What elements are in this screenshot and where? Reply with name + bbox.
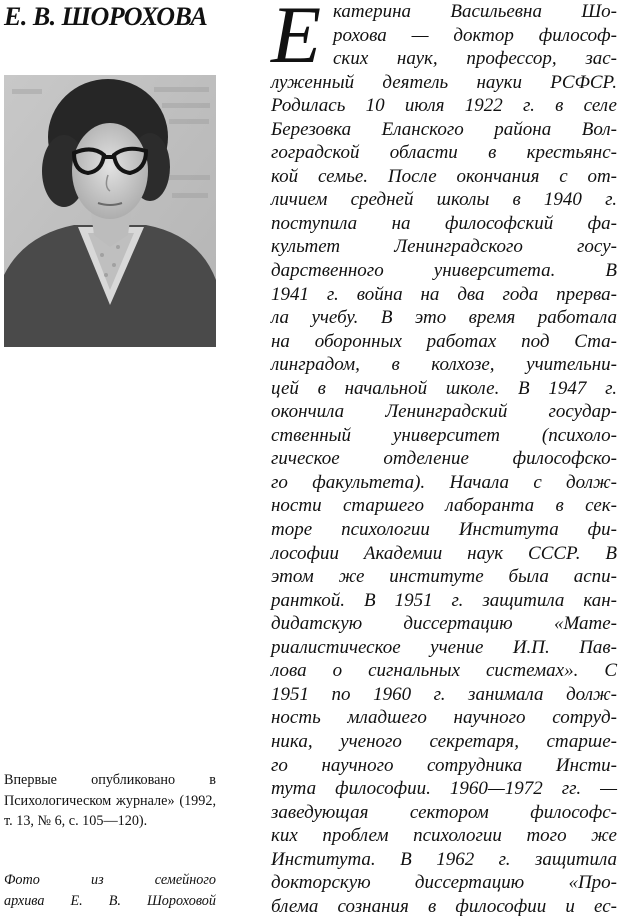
bio-line: луженный деятель науки РСФСР. (271, 71, 617, 93)
publication-note: Впервые опубликовано в Психологическом журнале» (1992, т. 13, № 6, с. 105—120). (4, 772, 216, 829)
bio-line: ла учебу. В это время работала (271, 307, 617, 329)
author-name: Е. В. ШОРОХОВА (4, 2, 208, 31)
bio-line: линградом, в колхозе, учительни- (271, 354, 617, 376)
bio-line: этом же институте была аспи- (271, 566, 617, 588)
bio-line: ность младшего научного сотруд- (271, 707, 617, 729)
bio-line: риалистическое учение И.П. Пав- (271, 636, 617, 658)
bio-line: лософии Академии наук СССР. В (271, 542, 617, 564)
bio-line: ника, ученого секретаря, старше- (271, 730, 617, 752)
biography (271, 0, 617, 918)
bio-line: окончила Ленинградский государ- (271, 401, 617, 423)
bio-line: 1941 г. война на два года прерва- (271, 283, 617, 305)
bio-line: ких проблем психологии того же (271, 825, 617, 847)
bio-line: кой семье. После окончания с от- (271, 165, 617, 187)
bio-line: торе психологии Института фи- (271, 519, 617, 541)
bio-line: Родилась 10 июля 1922 г. в селе (271, 95, 617, 117)
portrait-photo (4, 75, 216, 347)
bio-line: заведующая сектором философс- (271, 801, 617, 823)
bio-line: ранткой. В 1951 г. защитила кан- (271, 589, 617, 611)
bio-line: тута философии. 1960—1972 гг. — (271, 778, 617, 800)
bio-line: ственный университет (психоло- (271, 424, 617, 446)
bio-line: катерина Васильевна Шо- (333, 1, 617, 22)
bio-line: Института. В 1962 г. защитила (271, 848, 617, 870)
bio-line: дидатскую диссертацию «Мате- (271, 613, 617, 635)
photo-credit-line: Фото из семейного (4, 872, 216, 888)
bio-line: го факультета). Начала с долж- (271, 471, 617, 493)
bio-line: Березовка Еланского района Вол- (271, 118, 617, 140)
bio-line: ских наук, профессор, зас- (333, 48, 617, 70)
bio-line: 1951 по 1960 г. занимала долж- (271, 683, 617, 705)
bio-line: культет Ленинградского госу- (271, 236, 617, 258)
bio-line: рохова — доктор философ- (333, 24, 617, 46)
bio-line: лова о сигнальных системах». С (271, 660, 617, 682)
photo-credit (4, 870, 216, 911)
bio-line: на оборонных работах под Ста- (271, 330, 617, 352)
photo-credit-line: архива Е. В. Шороховой (4, 892, 216, 909)
bio-line: поступила на философский фа- (271, 212, 617, 234)
bio-line: докторскую диссертацию «Про- (271, 872, 617, 894)
bio-line: го научного сотрудника Инсти- (271, 754, 617, 776)
bio-line: личием средней школы в 1940 г. (271, 189, 617, 211)
drop-cap: Е (271, 0, 322, 80)
bio-line: цей в начальной школе. В 1947 г. (271, 377, 617, 399)
bio-line: блема сознания в философии и ес- (271, 895, 617, 917)
biography-text (271, 0, 617, 918)
bio-line: гическое отделение философско- (271, 448, 617, 470)
bio-line: ности старшего лаборанта в сек- (271, 495, 617, 517)
bio-line: гоградской области в крестьянс- (271, 142, 617, 164)
bio-line: дарственного университета. В (271, 260, 617, 282)
